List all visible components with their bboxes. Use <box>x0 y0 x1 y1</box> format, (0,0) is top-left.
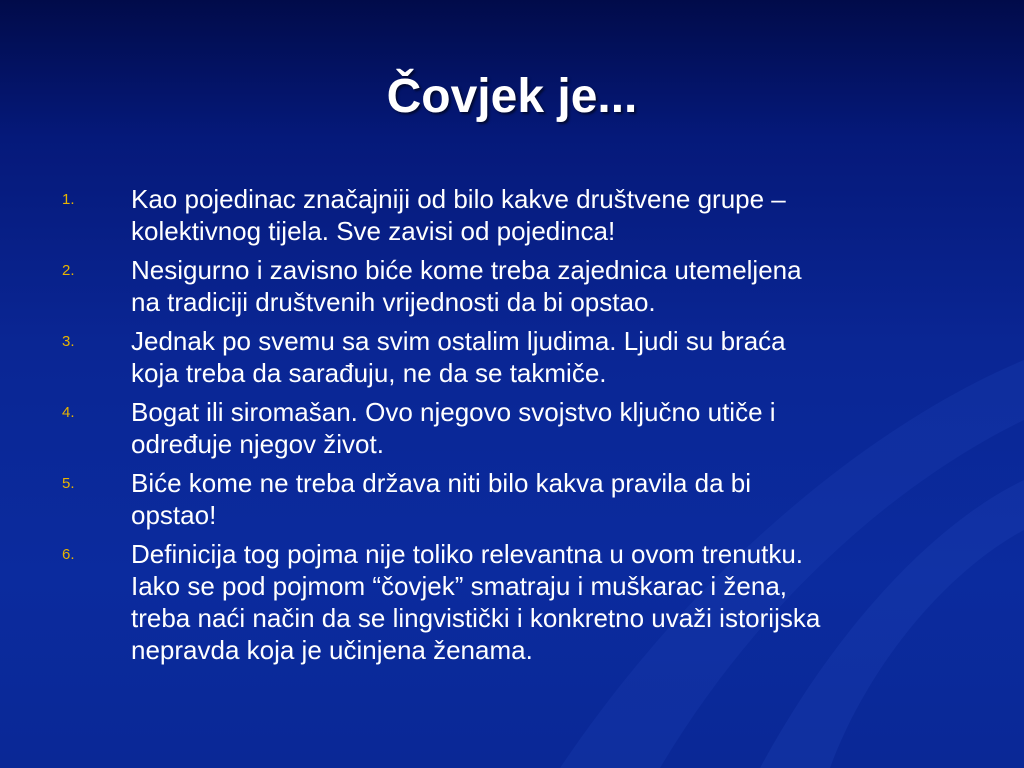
list-item-number: 2. <box>62 262 75 279</box>
list-item-text: Biće kome ne treba država niti bilo kakva pravila da bi opstao! <box>131 468 751 530</box>
list-item-number: 4. <box>62 404 75 421</box>
slide-title: Čovjek je... <box>386 70 638 123</box>
list-item-number: 1. <box>62 191 75 208</box>
list-item <box>62 254 972 318</box>
list-item-text: Jednak po svemu sa svim ostalim ljudima. Ljudi su braća koja treba da sarađuju, ne da se takmiče. <box>131 326 786 388</box>
list-item <box>62 183 972 247</box>
list-item-text: Definicija tog pojma nije toliko relevantna u ovom trenutku. Iako se pod pojmom “čovjek” smatraju i muškarac i žena, treba naći način da se lingvistički i konkretno uvaži istorijska nepravda koja je učinjena ženama. <box>131 539 821 665</box>
list-item <box>62 467 972 531</box>
list-item <box>62 396 972 460</box>
list-item-text: Kao pojedinac značajniji od bilo kakve društvene grupe – kolektivnog tijela. Sve zavisi od pojedinca! <box>131 184 786 246</box>
list-item-number: 6. <box>62 546 75 563</box>
numbered-list <box>62 183 972 673</box>
list-item-text: Bogat ili siromašan. Ovo njegovo svojstvo ključno utiče i određuje njegov život. <box>131 397 776 459</box>
list-item-number: 5. <box>62 475 75 492</box>
list-item-text: Nesigurno i zavisno biće kome treba zajednica utemeljena na tradiciji društvenih vrijednosti da bi opstao. <box>131 255 802 317</box>
list-item <box>62 325 972 389</box>
list-item-number: 3. <box>62 333 75 350</box>
list-item <box>62 538 972 666</box>
